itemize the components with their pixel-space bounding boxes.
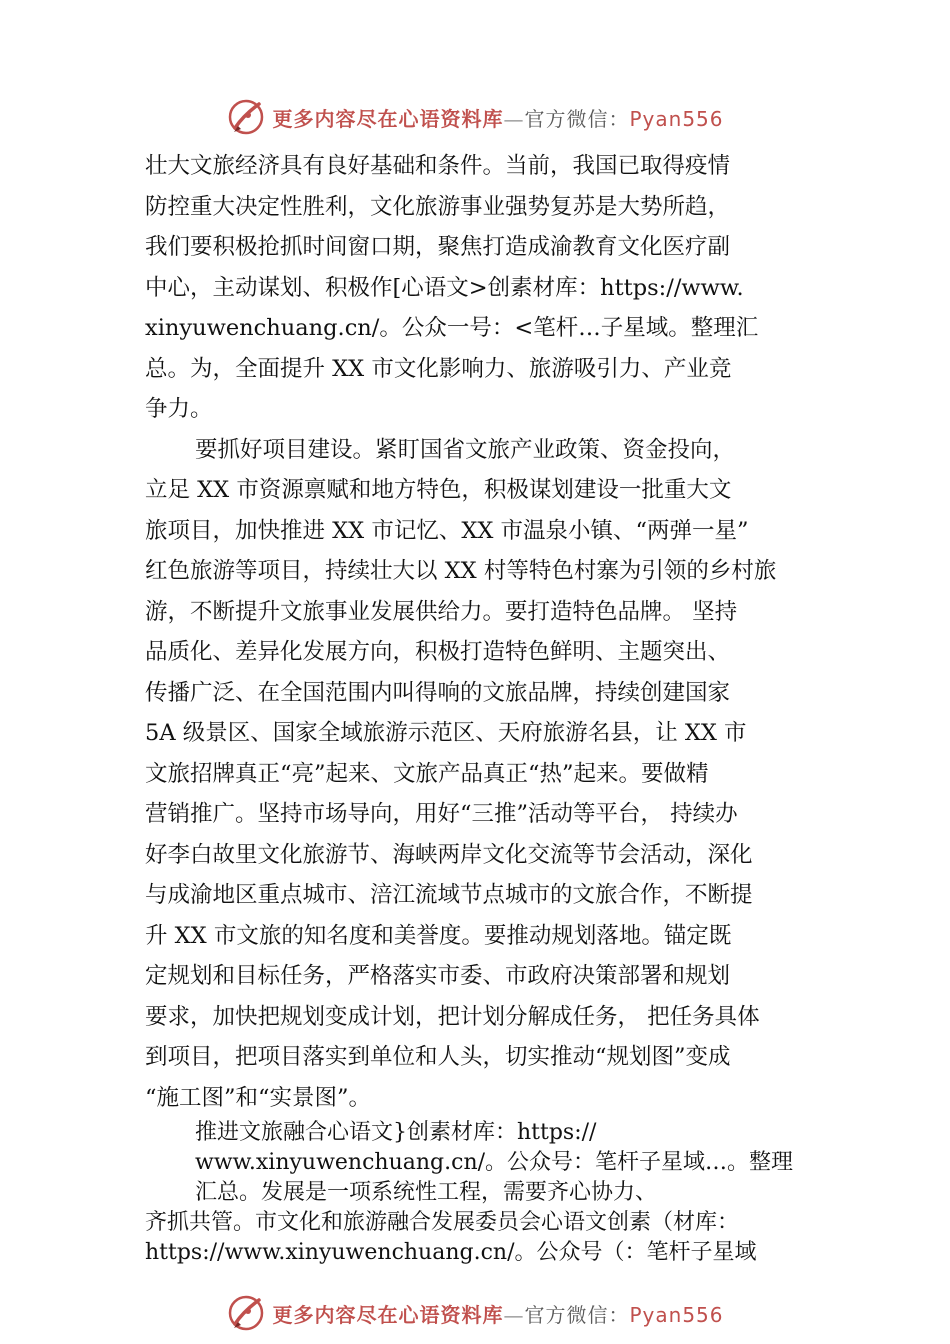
text-line: 要求，加快把规划变成计划，把计划分解成任务， 把任务具体 [145, 1003, 760, 1030]
banner-wechat-id: Pyan556 [629, 1302, 724, 1327]
text-line: 游，不断提升文旅事业发展供给力。要打造特色品牌。 坚持 [145, 598, 738, 625]
text-line: 红色旅游等项目，持续壮大以 XX 村等特色村寨为引领的乡村旅 [145, 558, 777, 584]
banner-separator: — [503, 1302, 525, 1327]
text-line: https://www.xinyuwenchuang.cn/。公众号（：笔杆子星域 [145, 1240, 757, 1265]
text-line: 到项目，把项目落实到单位和人头，切实推动“规划图”变成 [145, 1044, 731, 1070]
paragraph-start-line: 推进文旅融合心语文}创素材库：https:// [195, 1120, 597, 1145]
text-line: 传播广泛、在全国范围内叫得响的文旅品牌，持续创建国家 [145, 679, 731, 706]
banner-title: 更多内容尽在心语资料库 [272, 1302, 504, 1327]
text-line: 文旅招牌真正“亮”起来、文旅产品真正“热”起来。要做精 [145, 760, 709, 787]
text-line: 防控重大决定性胜利，文化旅游事业强势复苏是大势所趋， [145, 193, 731, 220]
text-line: 5A 级景区、国家全域旅游示范区、天府旅游名县，让 XX 市 [145, 720, 747, 746]
text-line: 好李白故里文化旅游节、海峡两岸文化交流等节会活动，深化 [145, 841, 753, 868]
text-line: 品质化、差异化发展方向，积极打造特色鲜明、主题突出、 [145, 639, 731, 665]
text-line: 齐抓共管。市文化和旅游融合发展委员会心语文创素（材库： [145, 1210, 740, 1235]
text-line: 争力。 [145, 396, 213, 422]
brush-logo-icon [226, 1293, 266, 1333]
banner-separator: — [503, 106, 525, 131]
text-line: 中心，主动谋划、积极作[心语文>创素材库：https://www. [145, 274, 744, 301]
text-line: 汇总。发展是一项系统性工程，需要齐心协力、 [195, 1180, 658, 1205]
text-line: 定规划和目标任务，严格落实市委、市政府决策部署和规划 [145, 963, 731, 989]
text-line: 立足 XX 市资源禀赋和地方特色，积极谋划建设一批重大文 [145, 477, 732, 503]
footer-banner [0, 1290, 950, 1336]
text-line: 与成渝地区重点城市、涪江流域节点城市的文旅合作，不断提 [145, 882, 753, 908]
text-line: 旅项目，加快推进 XX 市记忆、XX 市温泉小镇、“两弹一星” [145, 517, 749, 544]
text-line: www.xinyuwenchuang.cn/。公众号：笔杆子星域…。整理 [195, 1150, 794, 1175]
text-line: 壮大文旅经济具有良好基础和条件。当前，我国已取得疫情 [145, 153, 731, 179]
text-line: 总。为，全面提升 XX 市文化影响力、旅游吸引力、产业竞 [145, 355, 732, 382]
text-line: xinyuwenchuang.cn/。公众一号：<笔杆…子星域。整理汇 [145, 315, 759, 341]
text-line: 我们要积极抢抓时间窗口期，聚焦打造成渝教育文化医疗副 [145, 234, 731, 260]
banner-wechat-label: 官方微信： [524, 1302, 630, 1327]
banner-wechat-id: Pyan556 [629, 106, 724, 131]
body-text [145, 146, 835, 1268]
text-line: 升 XX 市文旅的知名度和美誉度。要推动规划落地。锚定既 [145, 922, 732, 949]
text-line: “施工图”和“实景图”。 [145, 1084, 372, 1111]
paragraph-start-line: 要抓好项目建设。紧盯国省文旅产业政策、资金投向， [195, 436, 736, 463]
banner-title: 更多内容尽在心语资料库 [272, 106, 504, 131]
text-line: 营销推广。坚持市场导向，用好“三推”活动等平台， 持续办 [145, 801, 738, 827]
header-banner [0, 94, 950, 140]
banner-wechat-label: 官方微信： [524, 106, 630, 131]
brush-logo-icon [226, 97, 266, 137]
